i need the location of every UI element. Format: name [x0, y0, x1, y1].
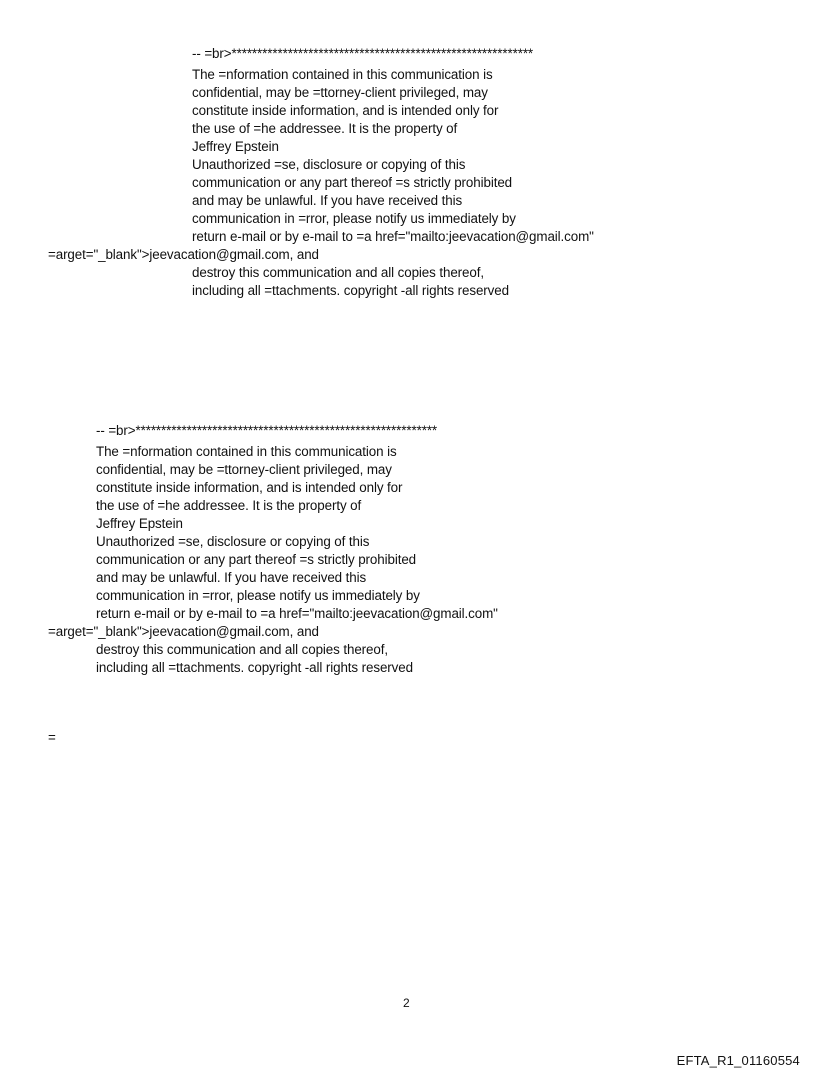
disclaimer-2-line: the use of =he addressee. It is the property of: [96, 498, 362, 513]
disclaimer-1-line: The =nformation contained in this communication is: [192, 67, 493, 82]
disclaimer-1-line: including all =ttachments. copyright -all rights reserved: [192, 283, 509, 298]
disclaimer-1-line: communication in =rror, please notify us immediately by: [192, 211, 516, 226]
disclaimer-2-line: The =nformation contained in this communication is: [96, 444, 397, 459]
disclaimer-1-line: destroy this communication and all copies thereof,: [192, 265, 484, 280]
disclaimer-1-line: Unauthorized =se, disclosure or copying of this: [192, 157, 466, 172]
disclaimer-2-line: Unauthorized =se, disclosure or copying of this: [96, 534, 370, 549]
disclaimer-1-line: and may be unlawful. If you have received this: [192, 193, 463, 208]
disclaimer-2-line: communication in =rror, please notify us immediately by: [96, 588, 420, 603]
disclaimer-2-line: including all =ttachments. copyright -all rights reserved: [96, 660, 413, 675]
disclaimer-2-line: -- =br>***********************************************************: [96, 423, 438, 438]
disclaimer-1-line: -- =br>***********************************************************: [192, 46, 534, 61]
disclaimer-1-line: the use of =he addressee. It is the property of: [192, 121, 458, 136]
document-id-footer: EFTA_R1_01160554: [676, 1053, 800, 1068]
disclaimer-2-line: destroy this communication and all copies thereof,: [96, 642, 388, 657]
disclaimer-2-line: and may be unlawful. If you have received this: [96, 570, 367, 585]
disclaimer-1-line: confidential, may be =ttorney-client privileged, may: [192, 85, 488, 100]
disclaimer-1-line: =arget="_blank">jeevacation@gmail.com, and: [48, 247, 319, 262]
disclaimer-2-line: Jeffrey Epstein: [96, 516, 183, 531]
disclaimer-1-line: Jeffrey Epstein: [192, 139, 279, 154]
disclaimer-2-line: =arget="_blank">jeevacation@gmail.com, and: [48, 624, 319, 639]
trailing-mark: =: [48, 730, 56, 745]
page-number: 2: [403, 996, 410, 1010]
disclaimer-1-line: communication or any part thereof =s strictly prohibited: [192, 175, 513, 190]
disclaimer-2-line: return e-mail or by e-mail to =a href="mailto:jeevacation@gmail.com": [96, 606, 498, 621]
disclaimer-1-line: constitute inside information, and is intended only for: [192, 103, 499, 118]
disclaimer-2-line: confidential, may be =ttorney-client privileged, may: [96, 462, 392, 477]
disclaimer-2-line: communication or any part thereof =s strictly prohibited: [96, 552, 417, 567]
disclaimer-2-line: constitute inside information, and is intended only for: [96, 480, 403, 495]
disclaimer-1-line: return e-mail or by e-mail to =a href="mailto:jeevacation@gmail.com": [192, 229, 594, 244]
